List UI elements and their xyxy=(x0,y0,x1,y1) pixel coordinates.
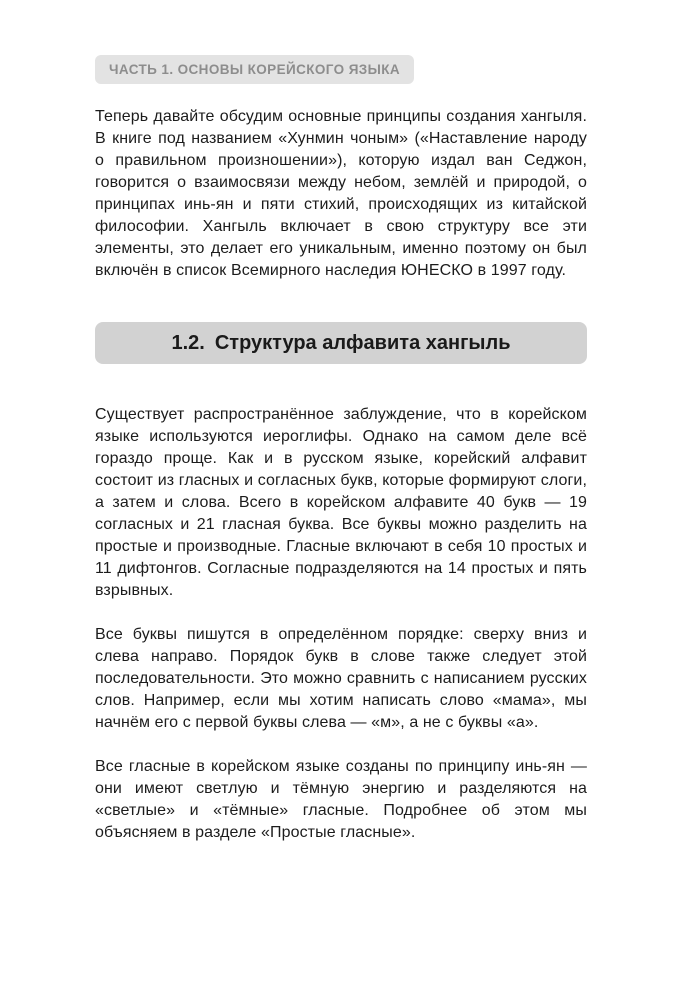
alphabet-structure-paragraph: Существует распространённое заблуждение, что в корейском языке используются иероглифы. Однако на самом деле всё гораздо проще. Как и в русском языке, корейский алфавит состоит из гласных и согласных букв, которые формируют слоги, а затем и слова. Всего в корейском алфавите 40 букв — 19 согласных и 21 гласная буква. Все буквы можно разделить на простые и производные. Гласные включают в себя 10 простых и 11 дифтонгов. Согласные подразделяются на 14 простых и пять взрывных. xyxy=(95,406,587,599)
intro-paragraph: Теперь давайте обсудим основные принципы создания хангыля. В книге под названием «Хунмин чоным» («Наставление народу о правильном произношении»), которую издал ван Седжон, говорится о взаимосвязи между небом, землёй и природой, о принципах инь-ян и пяти стихий, происходящих из китайской философии. Хангыль включает в свою структуру все эти элементы, это делает его уникальным, именно поэтому он был включён в список Всемирного наследия ЮНЕСКО в 1997 году. xyxy=(95,108,587,279)
section-heading-box xyxy=(95,322,587,364)
section-number: 1.2. xyxy=(171,331,205,354)
section-title: Структура алфавита хангыль xyxy=(214,331,511,354)
page-content xyxy=(95,55,587,866)
yin-yang-vowels-paragraph: Все гласные в корейском языке созданы по принципу инь-ян — они имеют светлую и тёмную энергию и разделяются на «светлые» и «тёмные» гласные. Подробнее об этом мы объясняем в разделе «Простые гласные». xyxy=(95,758,587,841)
letter-order-paragraph: Все буквы пишутся в определённом порядке: сверху вниз и слева направо. Порядок букв в слове также следует этой последовательности. Это можно сравнить с написанием русских слов. Например, если мы хотим написать слово «мама», мы начнём его с первой буквы слева — «м», а не с буквы «а». xyxy=(95,626,587,731)
chapter-header-badge: ЧАСТЬ 1. ОСНОВЫ КОРЕЙСКОГО ЯЗЫКА xyxy=(95,55,414,84)
